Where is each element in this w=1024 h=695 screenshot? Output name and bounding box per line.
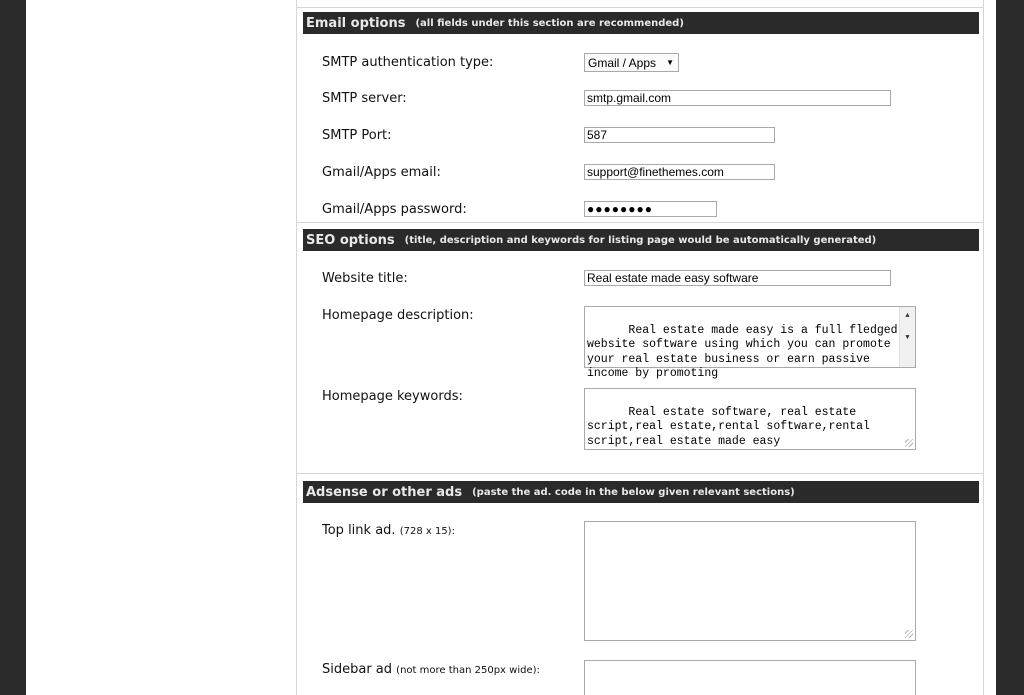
- sidebar-ad-textarea[interactable]: [584, 660, 916, 695]
- seo-options-note: (title, description and keywords for listing page would be automatically generated): [404, 234, 877, 246]
- top-divider: [297, 7, 983, 8]
- scroll-down-icon[interactable]: ▼: [905, 333, 910, 342]
- sidebar-ad-label: [322, 662, 540, 677]
- homepage-description-textarea[interactable]: [584, 306, 916, 380]
- smtp-auth-select[interactable]: [584, 53, 679, 72]
- homepage-description-text: Real estate made easy is a full fledged website software using which you can promote your real estate business or earn passive income by promoting: [587, 323, 898, 380]
- gmail-password-input[interactable]: ●●●●●●●●: [584, 201, 717, 217]
- smtp-server-label: SMTP server:: [322, 91, 407, 106]
- homepage-keywords-text: Real estate software, real estate script,real estate,rental software,rental script,real estate made easy: [587, 405, 877, 448]
- website-title-label: Website title:: [322, 271, 408, 286]
- seo-ads-divider: [297, 473, 983, 474]
- gmail-email-input[interactable]: support@finethemes.com: [584, 164, 775, 180]
- seo-options-title: SEO options: [306, 232, 395, 248]
- smtp-port-input[interactable]: 587: [584, 127, 775, 143]
- email-seo-divider: [297, 222, 983, 223]
- chevron-down-icon: ▼: [666, 58, 674, 67]
- settings-panel: [296, 0, 984, 695]
- smtp-auth-selected-value: Gmail / Apps: [588, 55, 657, 70]
- smtp-port-label: SMTP Port:: [322, 128, 392, 143]
- top-link-ad-hint: (728 x 15):: [399, 526, 455, 537]
- smtp-server-input[interactable]: smtp.gmail.com: [584, 90, 891, 106]
- email-options-header: [303, 12, 979, 34]
- email-options-title: Email options: [306, 15, 406, 31]
- sidebar-ad-hint: (not more than 250px wide):: [396, 665, 540, 676]
- resize-grip-icon[interactable]: [905, 630, 913, 638]
- resize-grip-icon[interactable]: [905, 439, 913, 447]
- page-background: [26, 0, 996, 695]
- sidebar-ad-label-text: Sidebar ad: [322, 662, 393, 677]
- gmail-password-label: Gmail/Apps password:: [322, 202, 467, 217]
- smtp-auth-label: SMTP authentication type:: [322, 55, 494, 70]
- email-options-note: (all fields under this section are recommended): [415, 17, 684, 29]
- top-link-ad-textarea[interactable]: [584, 521, 916, 641]
- seo-options-header: [303, 229, 979, 251]
- homepage-keywords-label: Homepage keywords:: [322, 389, 463, 404]
- ads-options-note: (paste the ad. code in the below given relevant sections): [472, 486, 795, 498]
- homepage-keywords-textarea[interactable]: [584, 388, 916, 450]
- description-scrollbar[interactable]: [899, 307, 915, 367]
- top-link-ad-label: [322, 523, 455, 538]
- homepage-description-label: Homepage description:: [322, 308, 474, 323]
- scroll-up-icon[interactable]: ▲: [905, 312, 910, 320]
- ads-options-header: [303, 481, 979, 503]
- website-title-input[interactable]: Real estate made easy software: [584, 270, 891, 286]
- ads-options-title: Adsense or other ads: [306, 484, 463, 500]
- top-link-ad-label-text: Top link ad.: [322, 523, 396, 538]
- gmail-email-label: Gmail/Apps email:: [322, 165, 441, 180]
